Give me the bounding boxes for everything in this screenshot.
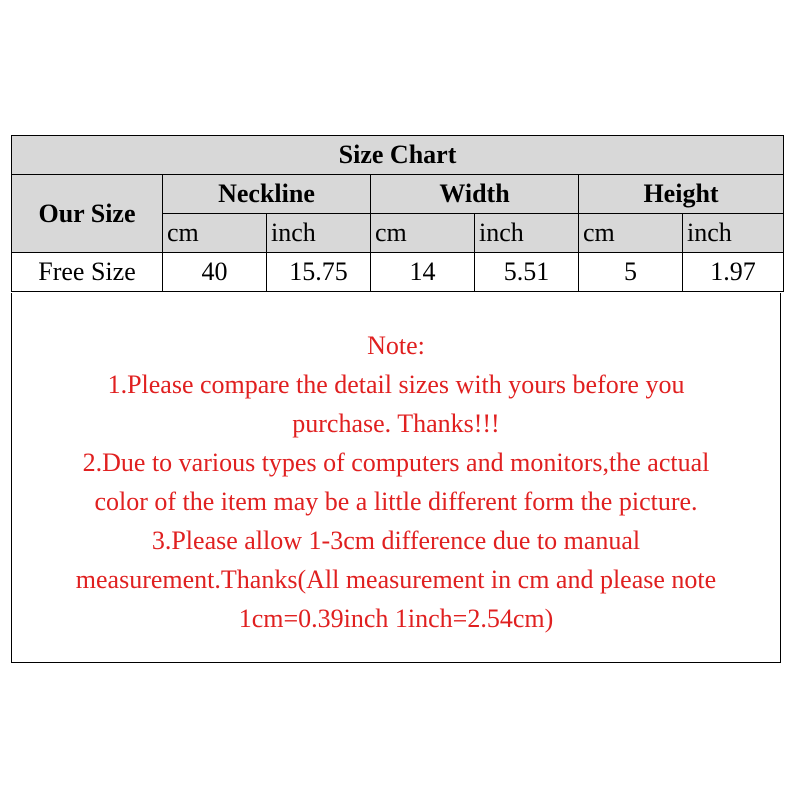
neckline-inch-value: 15.75 (267, 253, 371, 292)
note-line: 2.Due to various types of computers and monitors,the actual (82, 448, 710, 477)
width-header: Width (371, 175, 579, 214)
width-cm-unit: cm (371, 214, 475, 253)
height-inch-value: 1.97 (683, 253, 784, 292)
neckline-cm-value: 40 (163, 253, 267, 292)
width-inch-unit: inch (475, 214, 579, 253)
title-row (12, 136, 784, 175)
height-cm-unit: cm (579, 214, 683, 253)
note-line: 1cm=0.39inch 1inch=2.54cm) (238, 604, 554, 633)
group-header-row (12, 175, 784, 214)
height-inch-unit: inch (683, 214, 784, 253)
width-inch-value: 5.51 (475, 253, 579, 292)
note-line: color of the item may be a little different form the picture. (94, 487, 698, 516)
size-chart-table (11, 135, 784, 292)
neckline-header: Neckline (163, 175, 371, 214)
neckline-inch-unit: inch (267, 214, 371, 253)
table-title: Size Chart (12, 136, 784, 175)
neckline-cm-unit: cm (163, 214, 267, 253)
width-cm-value: 14 (371, 253, 475, 292)
note-line: 1.Please compare the detail sizes with yours before you (107, 370, 685, 399)
note-box (11, 293, 781, 663)
note-heading: Note: (367, 331, 425, 360)
our-size-header: Our Size (12, 175, 163, 253)
table-row (12, 253, 784, 292)
height-header: Height (579, 175, 784, 214)
note-line: measurement.Thanks(All measurement in cm and please note (75, 565, 717, 594)
note-line: 3.Please allow 1-3cm difference due to manual (151, 526, 641, 555)
height-cm-value: 5 (579, 253, 683, 292)
note-line: purchase. Thanks!!! (292, 409, 500, 438)
size-label: Free Size (12, 253, 163, 292)
